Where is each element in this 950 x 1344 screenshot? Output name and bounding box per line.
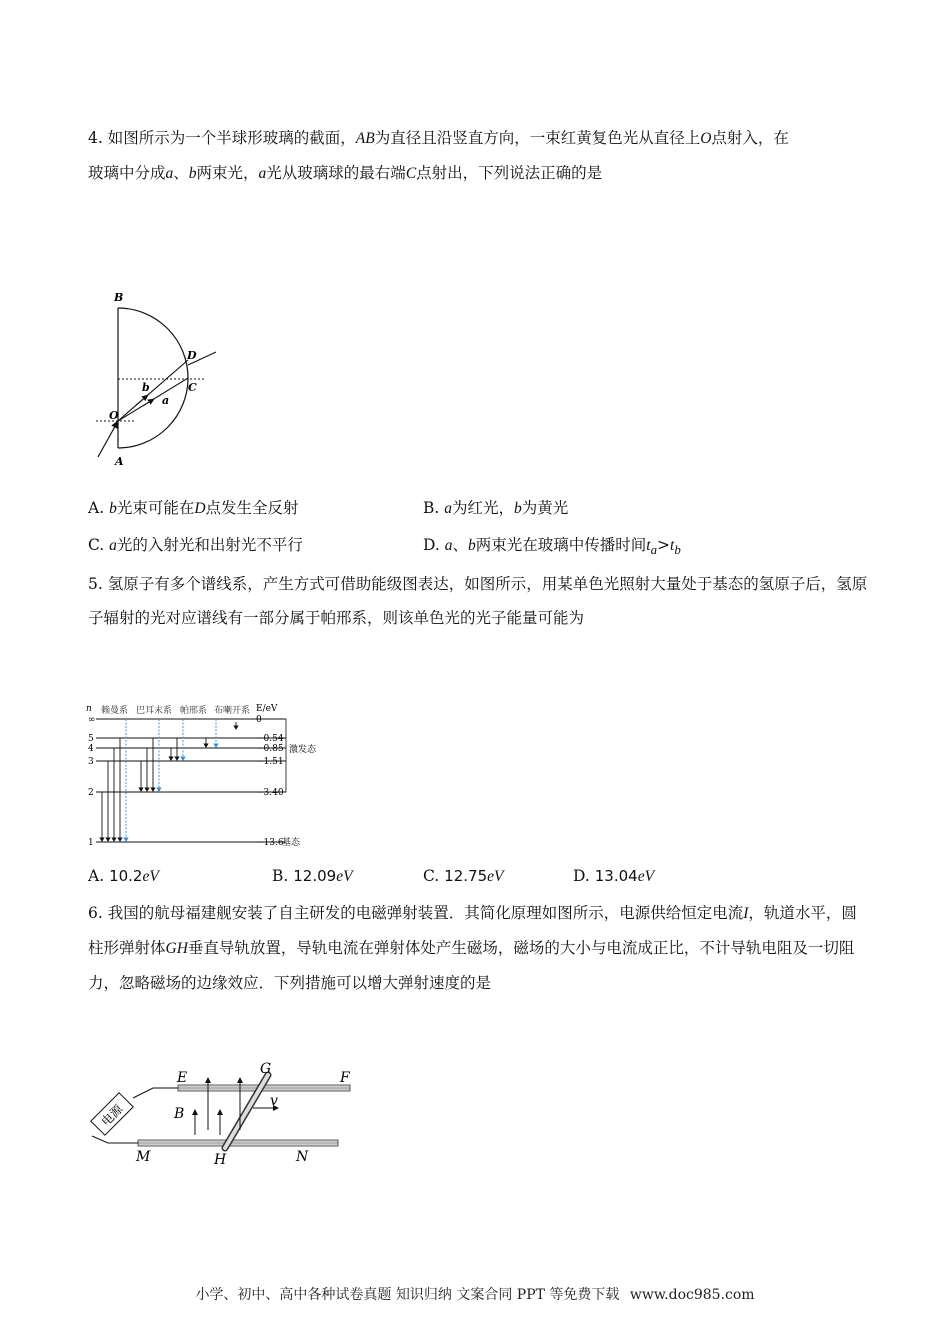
q5-stem: 5. 氢原子有多个谱线系，产生方式可借助能级图表达，如图所示，用某单色光照射大量处于基态的氢原子后，氢原子辐射的光对应谱线有一部分属于帕邢系，则该单色光的光子能量可能为 <box>88 575 868 627</box>
q5-option-a[interactable]: A. 10.2eV <box>88 867 159 885</box>
q5-option-d[interactable]: D. 13.04eV <box>573 867 655 885</box>
series-lyman: 赖曼系 <box>101 706 129 716</box>
q4-option-c[interactable]: C. a光的入射光和出射光不平行 <box>88 536 303 554</box>
label-E: E <box>177 1070 188 1086</box>
q6-stem: 6. 我国的航母福建舰安装了自主研发的电磁弹射装置．其简化原理如图所示，电源供给恒定电流I，轨道水平，圆柱形弹射体GH垂直导轨放置，导轨电流在弹射体处产生磁场，磁场的大小与电流成正比，不计导轨电阻及一切阻力，忽略磁场的边缘效应．下列措施可以增大弹射速度的是 <box>88 904 857 992</box>
label-H: H <box>214 1152 227 1168</box>
label-C: C <box>188 381 197 394</box>
label-A: A <box>115 455 124 468</box>
level-n-label: 2 <box>88 788 94 798</box>
excited-bracket <box>282 719 286 792</box>
q4-stem: 4. 如图所示为一个半球形玻璃的截面，AB为直径且沿竖直方向，一束红黄复色光从直径上O点射入，在 玻璃中分成a、b两束光，a光从玻璃球的最右端C点射出，下列说法正确的是 <box>88 129 789 182</box>
level-energy-label: −3.40 <box>256 788 284 798</box>
q6-railgun-figure <box>88 1060 368 1170</box>
label-F: F <box>340 1070 350 1086</box>
label-O: O <box>109 409 119 422</box>
label-B: B <box>114 291 124 304</box>
series-brackett: 布喇开系 <box>214 706 251 716</box>
label-M: M <box>136 1149 151 1165</box>
label-N: N <box>296 1149 309 1165</box>
level-energy-label: −13.6 <box>256 838 284 848</box>
q5-energy-level-diagram <box>86 700 346 855</box>
label-D: D <box>187 349 197 362</box>
footer-link[interactable]: www.doc985.com <box>629 1287 755 1303</box>
series-balmer: 巴耳末系 <box>136 706 173 716</box>
series-paschen: 帕邢系 <box>180 706 208 716</box>
level-n-label: 3 <box>88 757 94 767</box>
ground-state-label: 基态 <box>282 838 301 848</box>
label-b: b <box>142 381 150 394</box>
q5-option-b[interactable]: B. 12.09eV <box>272 867 353 885</box>
label-G: G <box>260 1061 272 1077</box>
excited-state-label: 激发态 <box>289 745 317 755</box>
power-source-label: 电源 <box>98 1101 126 1129</box>
label-B-field: B <box>174 1106 185 1122</box>
q5-option-c[interactable]: C. 12.75eV <box>423 867 504 885</box>
q4-option-d[interactable]: D. a、b两束光在玻璃中传播时间$t_a>t_b$ <box>423 536 681 558</box>
label-a: a <box>162 394 170 407</box>
level-energy-label: −0.54 <box>256 734 284 744</box>
q4-option-a[interactable]: A. b光束可能在D点发生全反射 <box>88 499 299 517</box>
label-v: v <box>270 1093 278 1109</box>
level-n-label: 5 <box>88 734 94 744</box>
level-n-label: 4 <box>88 744 94 754</box>
q4-hemisphere-figure <box>88 285 228 475</box>
footer-text: 小学、初中、高中各种试卷真题 知识归纳 文案合同 PPT 等免费下载 <box>195 1287 620 1303</box>
energy-axis-label: E/eV <box>256 704 278 714</box>
level-energy-label: −1.51 <box>256 757 284 767</box>
level-energy-label: −0.85 <box>256 744 284 754</box>
level-energy-label: 0 <box>256 715 262 725</box>
q4-option-b[interactable]: B. a为红光，b为黄光 <box>423 499 569 517</box>
page-footer <box>0 1284 950 1304</box>
n-axis-label: n <box>86 704 92 714</box>
level-n-label: ∞ <box>88 715 96 725</box>
level-n-label: 1 <box>88 838 94 848</box>
